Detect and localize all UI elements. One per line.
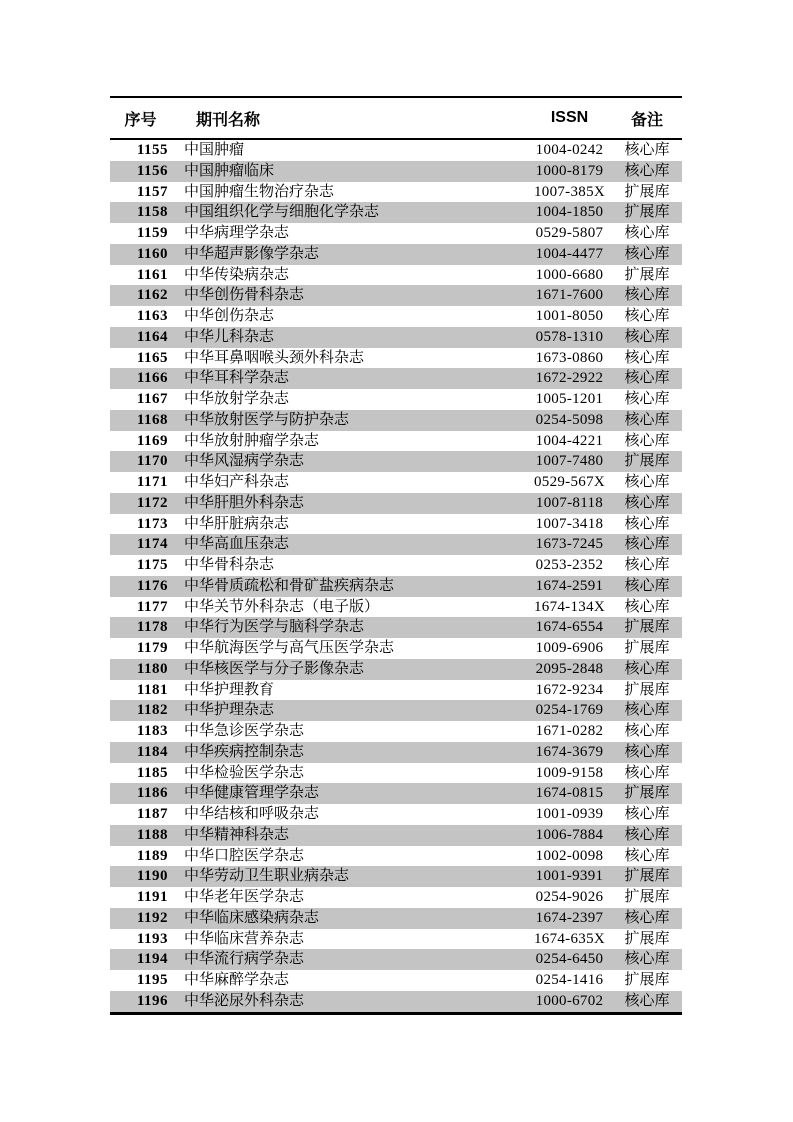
row-note: 扩展库 [624,889,670,905]
table-row [110,576,682,597]
header-note: 备注 [612,97,682,139]
table-row [110,908,682,929]
journal-index-table [110,96,682,1015]
row-serial-number: 1163 [136,308,168,324]
row-issn: 1000-8179 [535,162,604,179]
row-journal-name: 中华风湿病学杂志 [184,453,305,470]
row-issn: 0529-5807 [535,225,604,241]
row-note: 核心库 [624,764,670,781]
row-serial-number: 1189 [136,847,168,864]
row-journal-name: 中华口腔医学杂志 [184,847,305,864]
row-note: 扩展库 [624,266,670,283]
table-row [110,597,682,618]
row-note: 核心库 [624,494,670,511]
row-issn: 1674-3679 [535,743,604,760]
row-journal-name: 中华放射学杂志 [184,391,290,407]
row-journal-name: 中华老年医学杂志 [184,889,305,905]
row-issn: 1001-0939 [535,806,604,822]
row-note: 核心库 [624,162,670,179]
table-row [110,970,682,991]
row-serial-number: 1183 [136,723,168,739]
row-note: 核心库 [624,951,670,968]
table-row [110,680,682,701]
row-issn: 1004-0242 [535,142,604,158]
row-issn: 1672-2922 [535,370,604,387]
row-issn: 1671-0282 [535,723,604,739]
row-journal-name: 中华麻醉学杂志 [184,972,290,988]
row-issn: 1000-6680 [535,266,604,283]
table-row [110,327,682,348]
table-row [110,161,682,182]
row-journal-name: 中华骨质疏松和骨矿盐疾病杂志 [184,577,395,594]
row-note: 核心库 [624,536,670,553]
row-note: 核心库 [624,349,670,366]
table-row [110,202,682,223]
row-note: 扩展库 [624,619,670,636]
row-note: 扩展库 [624,183,670,200]
row-note: 扩展库 [624,453,670,470]
row-issn: 0529-567X [533,474,606,490]
row-issn: 1009-6906 [535,640,604,656]
row-note: 核心库 [624,391,670,407]
row-serial-number: 1179 [136,640,168,656]
row-serial-number: 1156 [136,162,168,179]
row-issn: 1007-8118 [535,494,604,511]
row-issn: 0254-1769 [535,702,604,719]
row-issn: 1674-134X [533,598,606,615]
table-row [110,389,682,410]
row-note: 核心库 [624,743,670,760]
table-row [110,721,682,742]
row-issn: 1002-0098 [535,847,604,864]
table-row [110,949,682,970]
row-issn: 0254-1416 [535,972,604,988]
table-row [110,825,682,846]
row-issn: 1674-2397 [535,909,604,926]
row-serial-number: 1192 [136,909,168,926]
row-journal-name: 中华健康管理学杂志 [184,785,320,802]
table-row [110,348,682,369]
row-serial-number: 1159 [136,225,168,241]
row-serial-number: 1174 [136,536,168,553]
table-row [110,804,682,825]
row-serial-number: 1168 [136,411,168,428]
row-journal-name: 中华核医学与分子影像杂志 [184,660,365,677]
row-journal-name: 中华行为医学与脑科学杂志 [184,619,365,636]
row-note: 核心库 [624,557,670,573]
row-serial-number: 1181 [136,681,168,698]
row-issn: 1000-6702 [535,992,604,1009]
row-journal-name: 中华肝胆外科杂志 [184,494,305,511]
row-serial-number: 1157 [136,183,168,200]
row-issn: 1674-2591 [535,577,604,594]
row-serial-number: 1176 [136,577,168,594]
row-issn: 1005-1201 [535,391,604,407]
row-journal-name: 中华肝脏病杂志 [184,515,290,532]
row-issn: 1001-8050 [535,308,604,324]
row-note: 核心库 [624,474,670,490]
row-note: 核心库 [624,992,670,1009]
row-serial-number: 1172 [136,494,168,511]
row-journal-name: 中华精神科杂志 [184,826,290,843]
table-row [110,368,682,389]
row-issn: 0578-1310 [535,328,604,345]
table-row [110,991,682,1013]
row-note: 核心库 [624,577,670,594]
row-journal-name: 中华检验医学杂志 [184,764,305,781]
row-serial-number: 1165 [136,349,168,366]
row-serial-number: 1162 [136,287,168,304]
row-note: 扩展库 [624,640,670,656]
table-row [110,514,682,535]
row-serial-number: 1193 [136,930,168,947]
row-issn: 0254-6450 [535,951,604,968]
row-serial-number: 1190 [136,868,168,885]
row-journal-name: 中华关节外科杂志（电子版） [184,598,380,615]
row-journal-name: 中华护理教育 [184,681,275,698]
table-row [110,472,682,493]
row-issn: 1672-9234 [535,681,604,698]
row-serial-number: 1191 [136,889,168,905]
row-issn: 1004-1850 [535,204,604,221]
row-journal-name: 中国组织化学与细胞化学杂志 [184,204,380,221]
row-note: 核心库 [624,308,670,324]
row-issn: 1004-4477 [535,245,604,262]
row-serial-number: 1186 [136,785,168,802]
row-serial-number: 1194 [136,951,168,968]
table-row [110,244,682,265]
row-serial-number: 1188 [136,826,168,843]
row-journal-name: 中华劳动卫生职业病杂志 [184,868,350,885]
row-serial-number: 1158 [136,204,168,221]
row-journal-name: 中华流行病学杂志 [184,951,305,968]
row-issn: 1673-0860 [535,349,604,366]
row-note: 核心库 [624,826,670,843]
row-note: 扩展库 [624,930,670,947]
row-issn: 1001-9391 [535,868,604,885]
row-note: 核心库 [624,723,670,739]
row-serial-number: 1185 [136,764,168,781]
row-issn: 1671-7600 [535,287,604,304]
row-issn: 1009-9158 [535,764,604,781]
row-journal-name: 中华骨科杂志 [184,557,275,573]
table-row [110,285,682,306]
row-issn: 1007-7480 [535,453,604,470]
table-row [110,223,682,244]
table-row [110,846,682,867]
table-row [110,700,682,721]
row-serial-number: 1167 [136,391,168,407]
row-note: 核心库 [624,142,670,158]
table-row [110,659,682,680]
table-row [110,182,682,203]
row-journal-name: 中华结核和呼吸杂志 [184,806,320,822]
row-serial-number: 1164 [136,328,168,345]
row-journal-name: 中华传染病杂志 [184,266,290,283]
row-issn: 1007-385X [533,183,606,200]
table-row [110,534,682,555]
row-note: 核心库 [624,702,670,719]
row-journal-name: 中华航海医学与高气压医学杂志 [184,640,395,656]
row-serial-number: 1166 [136,370,168,387]
row-serial-number: 1178 [136,619,168,636]
row-journal-name: 中华护理杂志 [184,702,275,719]
table-row [110,265,682,286]
row-journal-name: 中华耳鼻咽喉头颈外科杂志 [184,349,365,366]
table-row [110,887,682,908]
row-serial-number: 1169 [136,432,168,449]
row-serial-number: 1182 [136,702,168,719]
row-journal-name: 中华创伤骨科杂志 [184,287,305,304]
row-journal-name: 中华临床营养杂志 [184,930,305,947]
row-serial-number: 1161 [136,266,168,283]
row-note: 核心库 [624,909,670,926]
header-serial-number: 序号 [110,97,177,139]
table-row [110,139,682,161]
row-journal-name: 中华泌尿外科杂志 [184,992,305,1009]
table-row [110,410,682,431]
row-issn: 1674-0815 [535,785,604,802]
row-note: 核心库 [624,847,670,864]
row-note: 核心库 [624,660,670,677]
row-note: 扩展库 [624,785,670,802]
table-row [110,638,682,659]
row-journal-name: 中华放射医学与防护杂志 [184,411,350,428]
row-note: 核心库 [624,515,670,532]
header-issn: ISSN [527,97,612,139]
row-serial-number: 1184 [136,743,168,760]
row-serial-number: 1196 [136,992,168,1009]
row-journal-name: 中国肿瘤生物治疗杂志 [184,183,335,200]
row-issn: 1674-6554 [535,619,604,636]
row-journal-name: 中华创伤杂志 [184,308,275,324]
row-note: 核心库 [624,225,670,241]
table-row [110,555,682,576]
table-row [110,617,682,638]
table-row [110,866,682,887]
row-journal-name: 中华病理学杂志 [184,225,290,241]
row-journal-name: 中华疾病控制杂志 [184,743,305,760]
table-row [110,431,682,452]
row-note: 核心库 [624,245,670,262]
table-header-row [110,97,682,139]
row-serial-number: 1180 [136,660,168,677]
row-serial-number: 1160 [136,245,168,262]
row-note: 核心库 [624,432,670,449]
row-journal-name: 中华儿科杂志 [184,328,275,345]
row-note: 扩展库 [624,868,670,885]
row-serial-number: 1155 [136,142,168,158]
table-row [110,783,682,804]
row-issn: 0253-2352 [535,557,604,573]
header-journal-name: 期刊名称 [177,97,527,139]
row-serial-number: 1171 [136,474,168,490]
row-serial-number: 1195 [136,972,168,988]
row-serial-number: 1170 [136,453,168,470]
row-note: 核心库 [624,287,670,304]
row-journal-name: 中国肿瘤临床 [184,162,275,179]
row-note: 扩展库 [624,972,670,988]
row-issn: 1006-7884 [535,826,604,843]
row-journal-name: 中华急诊医学杂志 [184,723,305,739]
row-issn: 0254-5098 [535,411,604,428]
row-serial-number: 1175 [136,557,168,573]
row-note: 扩展库 [624,204,670,221]
row-issn: 2095-2848 [535,660,604,677]
row-issn: 1673-7245 [535,536,604,553]
row-journal-name: 中国肿瘤 [184,142,245,158]
row-journal-name: 中华放射肿瘤学杂志 [184,432,320,449]
row-journal-name: 中华临床感染病杂志 [184,909,320,926]
row-note: 核心库 [624,598,670,615]
row-journal-name: 中华妇产科杂志 [184,474,290,490]
row-journal-name: 中华耳科学杂志 [184,370,290,387]
row-serial-number: 1173 [136,515,168,532]
row-note: 核心库 [624,806,670,822]
row-issn: 1007-3418 [535,515,604,532]
table-row [110,306,682,327]
row-journal-name: 中华高血压杂志 [184,536,290,553]
table-row [110,929,682,950]
row-note: 核心库 [624,370,670,387]
table-row [110,763,682,784]
row-note: 核心库 [624,411,670,428]
row-issn: 1004-4221 [535,432,604,449]
table-row [110,493,682,514]
row-note: 核心库 [624,328,670,345]
row-issn: 1674-635X [533,930,606,947]
table-row [110,451,682,472]
row-serial-number: 1177 [136,598,168,615]
row-note: 扩展库 [624,681,670,698]
row-issn: 0254-9026 [535,889,604,905]
row-journal-name: 中华超声影像学杂志 [184,245,320,262]
table-row [110,742,682,763]
table-body [110,139,682,1013]
row-serial-number: 1187 [136,806,168,822]
